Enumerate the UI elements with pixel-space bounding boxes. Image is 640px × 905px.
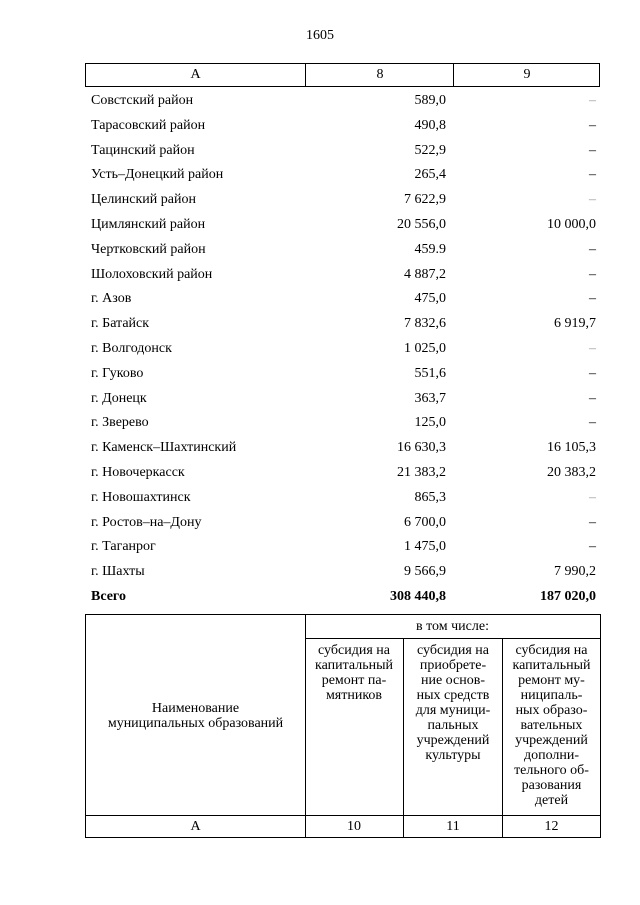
total-row [85,585,600,610]
municipality-name: Совстский район [91,93,194,108]
value-col-9: – [589,167,596,183]
table-body [85,89,600,610]
value-col-9: – [589,365,596,381]
value-col-8: 7 832,6 [404,316,446,332]
header-line: ниципаль- [520,688,583,703]
col-12-title [503,643,600,808]
value-col-8: 551,6 [414,365,446,381]
value-col-8: 308 440,8 [390,588,446,604]
municipality-name: г. Зверево [91,415,149,431]
municipality-name: г. Ростов–на–Дону [91,514,202,530]
table-row [85,139,600,164]
value-col-9: – [589,340,596,356]
page-number: 1605 [306,28,334,43]
col-11-title [404,643,502,763]
header-line: субсидия на [318,643,390,658]
municipality-name: г. Шахты [91,564,145,580]
table-row [85,114,600,139]
table-row [85,436,600,461]
value-col-9: – [589,539,596,555]
value-col-9: – [589,291,596,307]
table-row [85,387,600,412]
total-label: Всего [91,588,126,604]
value-col-8: 20 556,0 [397,216,446,232]
header-line: культуры [425,748,481,763]
header-line: ремонт па- [321,673,387,688]
header-line: Наименование [151,701,240,716]
municipality-name: Целинский район [91,192,196,208]
header-line: капитальный [512,658,591,673]
group-title: в том числе: [416,619,489,634]
municipality-name: г. Новочеркасск [91,464,185,480]
value-col-9: – [589,241,596,257]
table-row [85,560,600,585]
header-line: тельного об- [514,763,589,778]
header-line: субсидия на [515,643,588,658]
value-col-9: 20 383,2 [547,464,596,480]
value-col-8: 475,0 [414,291,446,307]
municipality-name: Тарасовский район [91,117,206,133]
header-line: ние основ- [420,673,486,688]
municipality-name: г. Батайск [91,316,150,332]
value-col-8: 1 025,0 [404,340,446,356]
value-col-8: 589,0 [414,93,446,108]
table-header-top [85,63,600,87]
row-divider [86,815,600,816]
municipality-name: Тацинский район [91,142,195,158]
municipality-name: Цимлянский район [91,216,206,232]
table-row [85,362,600,387]
table-row [85,89,600,114]
header-col-a: А [190,67,201,82]
header-line: муниципальных образований [107,716,284,731]
table-row [85,411,600,436]
header-col-9: 9 [453,64,600,86]
value-col-8: 6 700,0 [404,514,446,530]
header-line: капитальный [315,658,393,673]
table-header-bottom [85,614,601,838]
header-line: для муници- [415,703,491,718]
value-col-9: – [589,390,596,406]
municipality-name: г. Азов [91,291,132,307]
header-line: учреждений [416,733,490,748]
header-line: детей [534,793,569,808]
value-col-8: 522,9 [414,142,446,158]
value-col-9: – [589,192,596,208]
municipality-name: г. Волгодонск [91,340,172,356]
header-col-8: 8 [305,64,454,86]
value-col-8: 4 887,2 [404,266,446,282]
table-row [85,337,600,362]
value-col-9: – [589,142,596,158]
header-line: мятников [325,688,383,703]
value-col-9: – [589,489,596,505]
value-col-8: 490,8 [414,117,446,133]
table-row [85,535,600,560]
value-col-9: – [589,117,596,133]
value-col-8: 865,3 [414,489,446,505]
table-row [85,163,600,188]
header-line: приобрете- [419,658,487,673]
table-row [85,461,600,486]
value-col-8: 459.9 [414,241,446,257]
municipality-name: Шолоховский район [91,266,213,282]
value-col-8: 125,0 [414,415,446,431]
header-line: субсидия на [417,643,489,658]
row-divider [305,638,600,639]
value-col-9: 187 020,0 [540,588,596,604]
bottom-col-11: 11 [446,819,460,834]
col-a-title [86,701,305,731]
value-col-8: 265,4 [414,167,446,183]
header-line: ных средств [416,688,490,703]
value-col-9: – [589,93,596,108]
value-col-9: – [589,514,596,530]
value-col-8: 9 566,9 [404,564,446,580]
value-col-9: 16 105,3 [547,440,596,456]
bottom-col-12: 12 [544,819,559,834]
value-col-9: 7 990,2 [554,564,596,580]
value-col-9: – [589,266,596,282]
table-row [85,188,600,213]
table-row [85,486,600,511]
municipality-name: г. Каменск–Шахтинский [91,440,237,456]
municipality-name: Усть–Донецкий район [91,167,224,183]
table-row [85,238,600,263]
table-row [85,312,600,337]
header-line: пальных [427,718,479,733]
municipality-name: г. Гуково [91,365,144,381]
municipality-name: г. Таганрог [91,539,156,555]
value-col-8: 1 475,0 [404,539,446,555]
bottom-col-a: А [190,819,201,834]
table-row [85,287,600,312]
table-row [85,511,600,536]
table-row [85,263,600,288]
header-line: вательных [520,718,583,733]
value-col-9: 10 000,0 [547,216,596,232]
table-row [85,213,600,238]
municipality-name: г. Донецк [91,390,147,406]
bottom-col-10: 10 [347,819,361,834]
municipality-name: г. Новошахтинск [91,489,191,505]
value-col-9: 6 919,7 [554,316,596,332]
col-10-title [305,643,403,703]
header-line: ных образо- [515,703,588,718]
municipality-name: Чертковский район [91,241,206,257]
value-col-9: – [589,415,596,431]
header-line: дополни- [523,748,580,763]
header-line: учреждений [515,733,588,748]
value-col-8: 7 622,9 [404,192,446,208]
header-line: ремонт му- [518,673,585,688]
header-line: разования [521,778,582,793]
value-col-8: 21 383,2 [397,464,446,480]
value-col-8: 363,7 [414,390,446,406]
value-col-8: 16 630,3 [397,440,446,456]
